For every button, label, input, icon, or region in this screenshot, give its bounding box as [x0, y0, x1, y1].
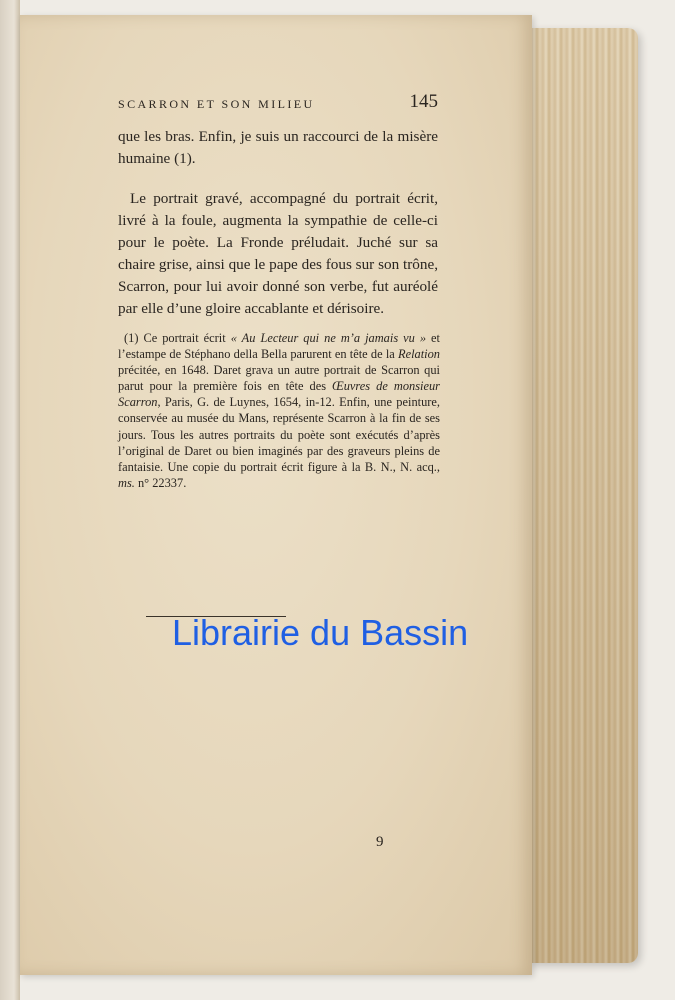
footnote-italic-4: ms. [118, 475, 135, 490]
footnote-text-1: (1) Ce portrait écrit [124, 331, 231, 345]
footnote-italic-2: Relation [398, 347, 440, 362]
book-gutter [0, 0, 20, 1000]
page-number: 145 [409, 91, 438, 112]
body-text [118, 126, 438, 320]
footnote-text-4: , Paris, G. de Luynes, 1654, in-12. Enfin, une peinture, conservée au musée du Mans, représente Scarron à la fin de ses jours. Tous les autres portraits du poète sont exécutés d’après l’original de Daret ou bien imaginés par des graveurs pleins de fantaisie. Une copie du portrait écrit figure à la B. N., N. acq., [118, 395, 440, 474]
page-edges-shade [528, 28, 638, 963]
paragraph-1: que les bras. Enfin, je suis un raccourci de la misère humaine (1). [118, 128, 438, 167]
footnote [118, 330, 440, 491]
footnote-italic-1: « Au Lecteur qui ne m’a jamais vu » [230, 331, 427, 345]
watermark-text: Librairie du Bassin [172, 612, 469, 653]
paragraph-2: Le portrait gravé, accompagné du portrait écrit, livré à la foule, augmenta la sympathie de celle-ci pour le poète. La Fronde préludait. Juché sur sa chaire grise, ainsi que le pape des fous sur son trône, Scarron, pour lui avoir donné son verbe, fut auréolé par elle d’une gloire accablante et dérisoire. [118, 190, 438, 317]
footnote-text-5: n° 22337. [134, 475, 187, 490]
page-header [118, 91, 438, 119]
footnote-text-3: précitée, en 1648. Daret grava un autre portrait de Scarron qui parut pour la première fois en tête des [118, 363, 440, 394]
running-title: SCARRON ET SON MILIEU [118, 97, 315, 111]
signature-mark: 9 [376, 834, 384, 850]
footnote-italic-3: Œuvres de monsieur Scarron [118, 379, 440, 410]
footnote-text-2: et l’estampe de Stéphano della Bella parurent en tête de la [118, 331, 440, 362]
